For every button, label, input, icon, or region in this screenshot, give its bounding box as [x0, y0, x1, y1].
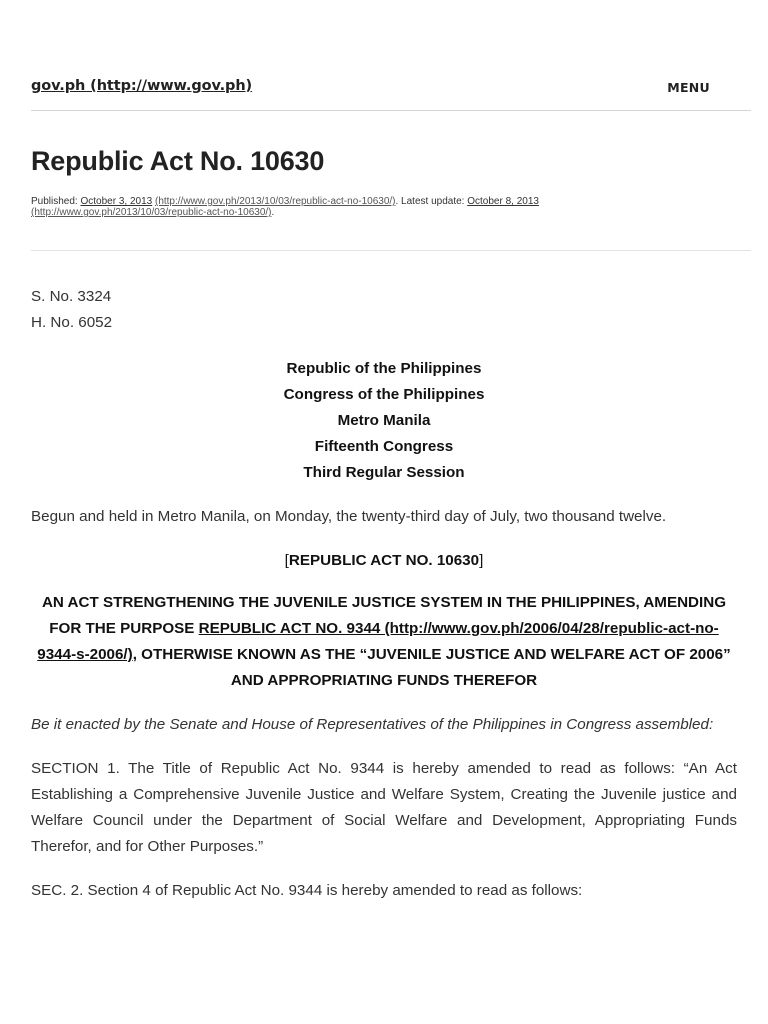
congress-heading [31, 356, 737, 486]
senate-bill-number: S. No. 3324 [31, 288, 112, 305]
latest-update-date-link[interactable]: October 8, 2013 [467, 196, 539, 207]
heading-line: Republic of the Philippines [286, 360, 482, 377]
republic-act-number [31, 548, 737, 574]
act-title-part1: AN ACT STRENGTHENING THE JUVENILE JUSTICE SYSTEM IN THE PHILIPPINES, AMENDING FOR THE PURPOSE [41, 594, 727, 637]
begun-statement: Begun and held in Metro Manila, on Monday, the twenty-third day of July, two thousand twelve. [31, 508, 667, 525]
house-bill-number: H. No. 6052 [31, 314, 113, 331]
published-label: Published: [31, 196, 78, 207]
heading-line: Fifteenth Congress [314, 438, 454, 455]
latest-update-label: . Latest update: [395, 196, 465, 207]
heading-line: Congress of the Philippines [283, 386, 485, 403]
heading-line: Metro Manila [337, 412, 431, 429]
page-title: Republic Act No. 10630 [31, 146, 325, 176]
ra-9344-link[interactable]: REPUBLIC ACT NO. 9344 (http://www.gov.ph/2006/04/28/republic-act-no-9344-s-2006/) [37, 620, 719, 663]
meta-end: . [271, 207, 275, 218]
publication-meta [31, 196, 631, 218]
heading-line: Third Regular Session [303, 464, 465, 481]
site-home-link[interactable]: gov.ph (http://www.gov.ph) [31, 78, 253, 94]
site-header [31, 0, 751, 111]
published-url-link[interactable]: (http://www.gov.ph/2013/10/03/republic-act-no-10630/) [154, 196, 396, 207]
published-date-link[interactable]: October 3, 2013 [80, 196, 153, 207]
menu-button[interactable]: MENU [667, 80, 710, 95]
enacting-clause: Be it enacted by the Senate and House of Representatives of the Philippines in Congress assembled: [31, 716, 714, 733]
bracket-open: [ [284, 552, 289, 569]
act-title-part2: , OTHERWISE KNOWN AS THE “JUVENILE JUSTICE AND WELFARE ACT OF 2006” AND APPROPRIATING FUNDS THEREFOR [132, 646, 731, 689]
section-1: SECTION 1. The Title of Republic Act No. 9344 is hereby amended to read as follows: “An Act Establishing a Comprehensive Juvenile Justice and Welfare System, Creating the Juvenile justice and Welfare Council under the Department of Social Welfare and Development, Appropriating Funds Therefor, and for Other Purposes.” [31, 760, 737, 855]
bill-numbers [31, 284, 737, 336]
section-2: SEC. 2. Section 4 of Republic Act No. 9344 is hereby amended to read as follows: [31, 882, 583, 899]
content-divider [31, 250, 751, 251]
latest-update-url-link[interactable]: (http://www.gov.ph/2013/10/03/republic-act-no-10630/) [31, 207, 272, 218]
act-title [31, 590, 737, 694]
bracket-close: ] [479, 552, 484, 569]
article-body [31, 284, 737, 904]
ra-number-text: REPUBLIC ACT NO. 10630 [288, 552, 480, 569]
